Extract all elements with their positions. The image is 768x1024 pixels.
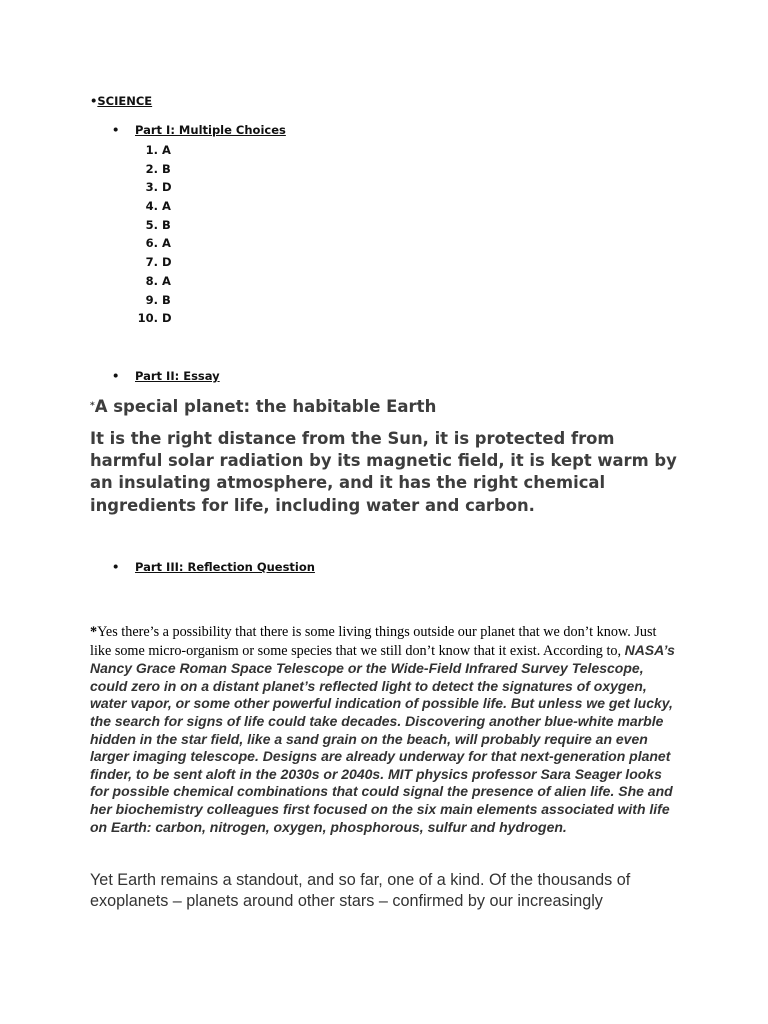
essay-title-text: A special planet: the habitable Earth	[94, 397, 437, 416]
answer-value: A	[162, 236, 171, 251]
part1-bullet: •	[112, 123, 120, 137]
part2-bullet: •	[112, 369, 120, 383]
answer-value: A	[162, 273, 171, 288]
part1-heading	[112, 123, 286, 137]
essay-body: It is the right distance from the Sun, it is protected from harmful solar radiation by its magnetic field, it is kept warm by an insulating atmosphere, and it has the right chemical ingredients for life, including water and carbon.	[90, 429, 677, 515]
answer-number: 1.	[145, 143, 158, 157]
answer-item	[130, 291, 172, 310]
answer-value: D	[162, 180, 172, 195]
essay-title	[90, 397, 436, 416]
reflection-quote: NASA’s Nancy Grace Roman Space Telescope or the Wide-Field Infrared Survey Telescope, could zero in on a distant planet’s reflected light to detect the signatures of oxygen, water vapor, or some other powerful indication of possible life. But unless we get lucky, the search for signs of life could take decades. Discovering another blue-white marble hidden in the star field, like a sand grain on the beach, will probably require an even larger imaging telescope. Designs are already underway for that next-generation planet finder, to be sent aloft in the 2030s or 2040s. MIT physics professor Sara Seager looks for possible chemical combinations that could signal the presence of alien life. She and her biochemistry colleagues first focused on the six main elements associated with life on Earth: carbon, nitrogen, oxygen, phosphorous, sulfur and hydrogen.	[90, 641, 675, 835]
answer-item	[130, 253, 172, 272]
science-label: SCIENCE	[97, 94, 153, 108]
answer-number: 4.	[145, 199, 158, 214]
answer-item	[130, 160, 172, 179]
reflection-star: *	[90, 624, 98, 640]
answer-item	[130, 216, 172, 235]
answer-number: 2.	[145, 161, 158, 176]
answer-list	[130, 141, 172, 328]
answer-number: 10.	[137, 311, 158, 326]
part3-bullet: •	[112, 560, 120, 574]
answer-value: B	[162, 292, 171, 307]
essay-title-star: *	[90, 401, 95, 411]
answer-value: B	[162, 217, 171, 232]
part1-label: Part I: Multiple Choices	[135, 123, 286, 137]
answer-number: 6.	[145, 236, 158, 251]
science-bullet: •	[90, 94, 98, 108]
answer-number: 9.	[145, 292, 158, 307]
closing-paragraph: Yet Earth remains a standout, and so far, one of a kind. Of the thousands of exoplanets – planets around other stars – confirmed by our increasingly	[90, 871, 631, 910]
part2-heading	[112, 369, 220, 383]
part3-label: Part III: Reflection Question	[135, 560, 315, 574]
answer-item	[130, 234, 172, 253]
answer-value: A	[162, 199, 171, 214]
answer-number: 3.	[145, 180, 158, 195]
answer-value: D	[162, 255, 172, 270]
answer-item	[130, 272, 172, 291]
reflection-intro-text: Yes there’s a possibility that there is some living things outside our planet that we don’t know. Just like some micro-organism or some species that we still don’t know that it exist. According to,	[90, 624, 657, 659]
answer-item	[130, 141, 172, 160]
answer-number: 7.	[145, 255, 158, 270]
answer-item	[130, 178, 172, 197]
reflection-paragraph	[90, 623, 680, 836]
answer-item	[130, 197, 172, 216]
part3-heading	[112, 560, 315, 574]
answer-value: D	[162, 311, 172, 326]
answer-value: B	[162, 161, 171, 176]
science-heading	[90, 94, 152, 108]
answer-value: A	[162, 143, 171, 157]
reflection-intro	[90, 624, 656, 659]
part2-label: Part II: Essay	[135, 369, 220, 383]
answer-item	[130, 309, 172, 328]
answer-number: 8.	[145, 273, 158, 288]
answer-number: 5.	[145, 217, 158, 232]
